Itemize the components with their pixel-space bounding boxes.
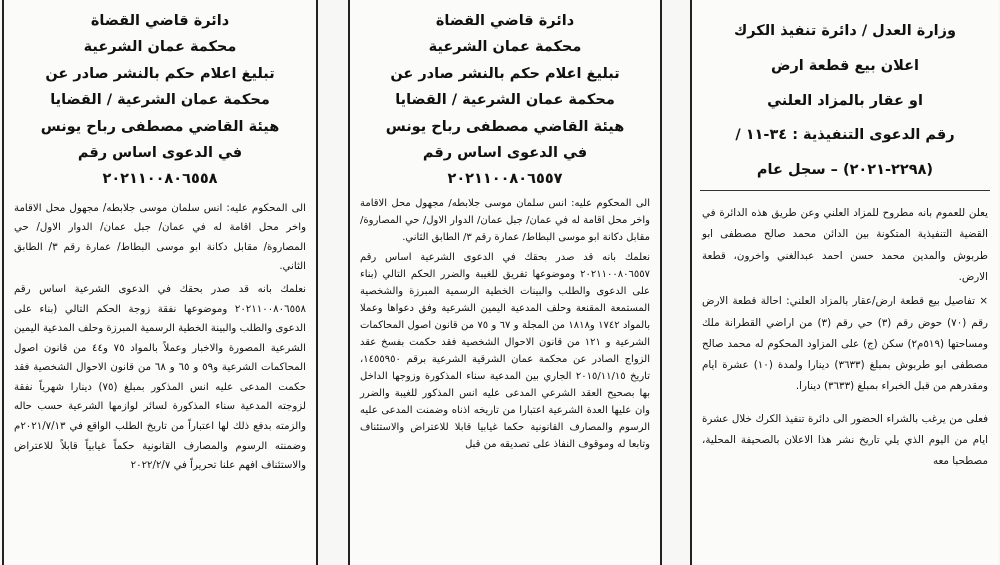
heading-line: محكمة عمان الشرعية (428, 39, 582, 56)
heading-line: دائرة قاضي القضاة (90, 13, 230, 29)
notice-heading (4, 0, 316, 193)
heading-line: تبليغ اعلام حكم بالنشر صادر عن (45, 65, 275, 82)
heading-line: في الدعوى اساس رقم (77, 144, 243, 161)
notice-body (692, 193, 998, 473)
notice-column-execution-sale (690, 0, 998, 565)
heading-line: رقم الدعوى التنفيذية : ٣٤-١١ / (735, 127, 955, 144)
notice-column-court-judgment-558 (2, 0, 318, 565)
heading-line: محكمة عمان الشرعية (83, 39, 237, 56)
paragraph: نعلمك بانه قد صدر بحقك في الدعوى الشرعية اساس رقم ٢٠٢١١٠٠٨٠٦٥٥٧ وموضوعها تفريق للغيبة والضرر الحكم التالي (بناء على الدعوى والطلب والبينات الخطية الرسمية المبرزة والشخصية المستمعة المقنعة وحلف المدعية اليمين الشرعية وفق دعواها وعملا بالمواد ١٧٤٢ و١٨١٨ من المجلة و ٦٧ و ٧٥ من قانون اصول المحاكمات الشرعية و ١٢١ من قانون الاحوال الشخصية فقد حكمت بفسخ عقد الزواج الصادر عن محكمة عمان الشرقية الشرعية برقم ١٤٥٥٩٥٠، تاريخ ٢٠١٥/١١/١٥ الجاري بين المدعية سناء المذكورة وزوجها الداخل بها بصحيح العقد الشرعي المدعى عليه انس المذكور للغيبة والضرر وان عليها العدة الشرعية اعتبارا من تاريخه اذناه وضمنت المدعى عليه الرسوم والمصارف القانونية حكما غيابيا قابلا للاعتراض والاستئناف وتابعا له وموقوف النفاذ على تصديقه من قبل (360, 251, 651, 450)
heading-line: تبليغ اعلام حكم بالنشر صادر عن (390, 65, 620, 82)
paragraph: الى المحكوم عليه: انس سلمان موسى جلابطه/ مجهول محل الاقامة واخر محل اقامة له في عمان/ جبل عمان/ الدوار الاول/ حي المصاروة/ مقابل دكانة ابو موسى البطاط/ عمارة رقم ٣/ الطابق الثاني. (360, 197, 650, 243)
paragraph: × تفاصيل بيع قطعة ارض/عقار بالمزاد العلني: احالة قطعة الارض رقم (٧٠) حوض رقم (٣) حي رقم (٣) من اراضي القطرانة ملك ومساحتها (٥١٩م٢) سكن (ج) على المزاود المحكوم له محمد صالح مصطفى ابو طربوش بمبلغ (٣٦٣٣) دينارا ولمدة (١٠) عشرة ايام ومقدرهم من قبل الخبراء بمبلغ (٣٦٣٣) دينارا. (702, 295, 988, 393)
heading-line: اعلان بيع قطعة ارض (770, 57, 920, 74)
paragraph: يعلن للعموم بانه مطروح للمزاد العلني وعن طريق هذه الدائرة في القضية التنفيذية المتكونة بين الدائن محمد صالح مصطفى ابو طربوش والمدين محمد حسن احمد عبدالغني واخرون، قطعة الارض. (702, 206, 988, 283)
heading-line: (٢٢٩٨-٢٠٢١) – سجل عام (756, 162, 934, 179)
heading-line: وزارة العدل / دائرة تنفيذ الكرك (733, 23, 957, 39)
heading-line: هيئة القاضي مصطفى رباح يونس (385, 118, 625, 135)
heading-line: هيئة القاضي مصطفى رباح يونس (40, 118, 280, 135)
paragraph: نعلمك بانه قد صدر بحقك في الدعوى الشرعية اساس رقم ٢٠٢١١٠٠٨٠٦٥٥٨ وموضوعها نفقة زوجة الحكم التالي (بناء على الدعوى والطلب والبينة الخطية الرسمية المبرزة وحلف المدعية اليمين الشرعية المصورة والاخبار وعملاً بالمواد ٧٥ و٤٤ من قانون اصول المحاكمات الشرعية و٥٩ و ٦٥ و ٦٨ من قانون الاحوال الشخصية فقد حكمت المدعى عليه انس المذكور بمبلغ (٧٥) دينارا شهرياً نفقة لزوجته المدعية سناء المذكورة لسائر لوازمها الشرعية حسب حاله والزمته بدفع ذلك لها اعتباراً من تاريخ الطلب الواقع في ٢٠٢١/٧/١٣م وضمنته الرسوم والمصارف القانونية حكماً غيابياً قابلاً للاعتراض والاستئناف افهم علنا تحريراً في ٢٠٢٢/٢/٧ (14, 283, 307, 472)
heading-line: في الدعوى اساس رقم (422, 144, 588, 161)
notice-heading (350, 0, 660, 193)
notice-body (350, 193, 660, 453)
paragraph: فعلى من يرغب بالشراء الحضور الى دائرة تنفيذ الكرك خلال عشرة ايام من اليوم الذي يلي تاريخ نشر هذا الاعلان بالصحيفة المحلية، مصطحبا معه (702, 412, 988, 468)
notice-heading (692, 0, 998, 188)
divider (700, 190, 990, 191)
paragraph: الى المحكوم عليه: انس سلمان موسى جلابطه/ مجهول محل الاقامة واخر محل اقامة له في عمان/ جبل عمان/ الدوار الاول/ حي المصاروة/ مقابل دكانة ابو موسى البطاط/ عمارة رقم ٣/ الطابق الثاني. (14, 202, 306, 273)
case-number: ٢٠٢١١٠٠٨٠٦٥٥٧ (447, 171, 563, 188)
heading-line: محكمة عمان الشرعية / القضايا (50, 92, 270, 109)
heading-line: محكمة عمان الشرعية / القضايا (395, 92, 615, 109)
notice-body (4, 193, 316, 476)
heading-line: دائرة قاضي القضاة (435, 13, 575, 29)
heading-line: او عقار بالمزاد العلني (767, 92, 923, 109)
case-number: ٢٠٢١١٠٠٨٠٦٥٥٨ (102, 171, 218, 188)
notice-column-court-judgment-557 (348, 0, 662, 565)
